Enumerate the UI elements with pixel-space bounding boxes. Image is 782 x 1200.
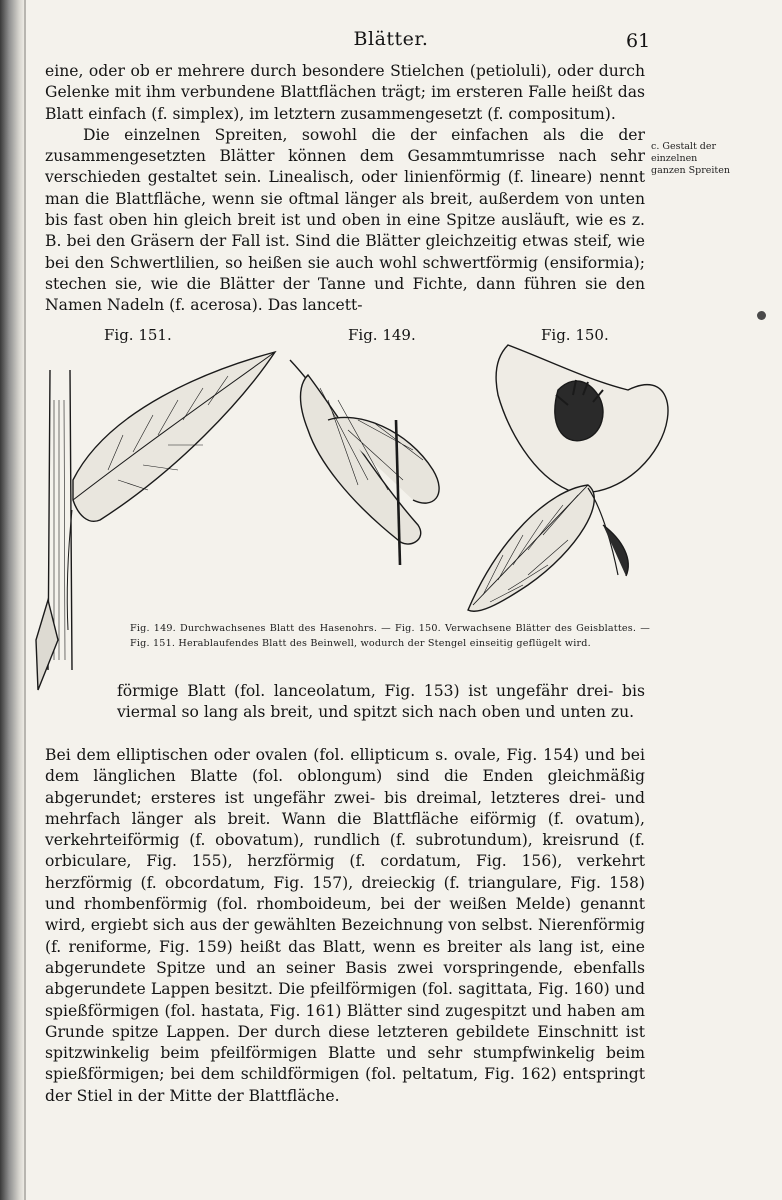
figure-caption: Fig. 149. Durchwachsenes Blatt des Hasenohrs. — Fig. 150. Verwachsene Blätter des Geisblattes. — Fig. 151. Herablaufendes Blatt des Beinwell, wodurch der Stengel einseitig geflügelt wird. [130, 623, 650, 649]
text-block-bottom [45, 745, 645, 1107]
page-number: 61 [626, 30, 651, 52]
gutter-edge [24, 0, 26, 1200]
fig-149-label: Fig. 149. [348, 326, 416, 344]
fig-150-honeysuckle-leaves-illustration [468, 345, 668, 611]
text-block-side [117, 681, 645, 724]
ink-speck [757, 311, 766, 320]
botanical-illustrations [28, 340, 678, 710]
fig-149-hares-ear-leaf-illustration [290, 360, 439, 565]
paragraph-1: eine, oder ob er mehrere durch besondere Stielchen (petioluli), oder durch Gelenke mit ihm verbundene Blattflächen trägt; im ersteren Falle heißt das Blatt einfach (f. simplex), im letztern zusammengesetzt (f. compositum). [45, 62, 645, 123]
text-block-top [45, 61, 645, 317]
paragraph-2: Die einzelnen Spreiten, sowohl die der einfachen als die der zusammengesetzten Blätter können dem Gesammtumrisse nach sehr verschieden gestaltet sein. Linealisch, oder linienförmig (f. lineare) nennt man die Blattfläche, wenn sie oftmal länger als breit, außerdem von unten bis fast oben hin gleich breit ist und oben in eine Spitze ausläuft, wie es z. B. bei den Gräsern der Fall ist. Sind die Blätter gleichzeitig etwas steif, wie bei den Schwertlilien, so heißen sie auch wohl schwertförmig (ensiformia); stechen sie, wie die Blätter der Tanne und Fichte, dann führen sie den Namen Nadeln (f. acerosa). Das lancett- [45, 125, 645, 315]
book-gutter-shadow [0, 0, 26, 1200]
fig-150-label: Fig. 150. [541, 326, 609, 344]
fig-151-label: Fig. 151. [104, 326, 172, 344]
margin-note: c. Gestalt der einzelnen ganzen Spreiten [651, 141, 730, 176]
running-header: Blätter. [353, 28, 429, 50]
paragraph-3: förmige Blatt (fol. lanceolatum, Fig. 153) ist ungefähr drei- bis viermal so lang als breit, und spitzt sich nach oben und unten zu. [117, 682, 645, 722]
paragraph-4: Bei dem elliptischen oder ovalen (fol. ellipticum s. ovale, Fig. 154) und bei dem länglichen Blatte (fol. oblongum) sind die Enden gleichmäßig abgerundet; ersteres ist ungefähr zwei- bis dreimal, letzteres drei- und mehrfach länger als breit. Wann die Blattfläche eiförmig (f. ovatum), verkehrteiförmig (f. obovatum), rundlich (f. subrotundum), kreisrund (f. orbiculare, Fig. 155), herzförmig (f. cordatum, Fig. 156), verkehrt herzförmig (f. obcordatum, Fig. 157), dreieckig (f. triangulare, Fig. 158) und rhombenförmig (fol. rhomboideum, bei der weißen Melde) genannt wird, ergiebt sich aus der gewählten Bezeichnung von selbst. Nierenförmig (f. reniforme, Fig. 159) heißt das Blatt, wenn es breiter als lang ist, eine abgerundete Spitze und an seiner Basis zwei vorspringende, ebenfalls abgerundete Lappen besitzt. Die pfeilförmigen (fol. sagittata, Fig. 160) und spießförmigen (fol. hastata, Fig. 161) Blätter sind zugespitzt und haben am Grunde spitze Lappen. Der durch diese letzteren gebildete Einschnitt ist spitzwinkelig beim pfeilförmigen Blatte und sehr stumpfwinkelig beim spießförmigen; bei dem schildförmigen (fol. peltatum, Fig. 162) entspringt der Stiel in der Mitte der Blattfläche. [45, 746, 645, 1105]
